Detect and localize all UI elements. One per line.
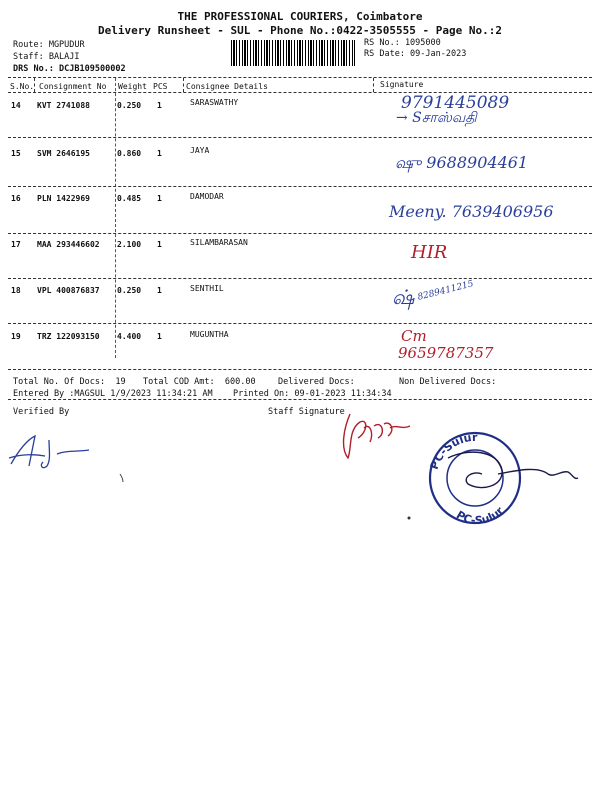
row-consignment: VPL 400876837	[37, 286, 100, 295]
col-consignee: Consignee Details	[186, 82, 268, 91]
divider	[8, 369, 592, 370]
divider	[8, 323, 592, 324]
row-pcs: 1	[157, 332, 162, 341]
row-pcs: 1	[157, 286, 162, 295]
row-signature: 9791445089	[401, 93, 510, 113]
row-weight: 2.100	[117, 240, 142, 249]
row-sno: 18	[11, 286, 21, 295]
row-weight: 0.485	[117, 194, 142, 203]
drs-number: DRS No.: DCJB109500002	[13, 64, 126, 74]
row-signature-name: Cm	[401, 327, 427, 345]
divider	[8, 278, 592, 279]
printed-on: Printed On: 09-01-2023 11:34:34	[233, 389, 392, 399]
row-consignee: DAMODAR	[190, 192, 224, 201]
stamp-signature	[438, 440, 588, 500]
divider	[8, 233, 592, 234]
row-consignment: PLN 1422969	[37, 194, 90, 203]
row-signature: ஷு 9688904461	[395, 153, 529, 172]
row-signature-name: → Sசாஸ்வதி	[396, 110, 477, 126]
col-signature: Signature	[380, 80, 424, 89]
row-pcs: 1	[157, 240, 162, 249]
col-consignment: Consignment No	[39, 82, 107, 91]
staff-signature	[330, 408, 415, 468]
row-sno: 19	[11, 332, 21, 341]
row-signature: 8289411215	[416, 279, 475, 303]
row-sno: 16	[11, 194, 21, 203]
col-pcs: PCS	[153, 82, 168, 91]
row-consignee: SILAMBARASAN	[190, 238, 248, 247]
row-consignee: MUGUNTHA	[190, 330, 229, 339]
divider	[373, 78, 374, 92]
divider	[8, 77, 592, 78]
row-consignment: TRZ 122093150	[37, 332, 100, 341]
entered-by: Entered By :MAGSUL 1/9/2023 11:34:21 AM	[13, 389, 213, 399]
row-weight: 4.400	[117, 332, 142, 341]
divider	[115, 78, 116, 358]
divider	[34, 78, 35, 92]
divider	[8, 137, 592, 138]
row-consignee: SARASWATHY	[190, 98, 239, 107]
row-weight: 0.860	[117, 149, 142, 158]
staff-signature-label: Staff Signature	[268, 407, 345, 417]
total-docs: Total No. Of Docs: 19	[13, 377, 126, 387]
stamp-text-top: PC-Sulur	[427, 430, 478, 472]
row-pcs: 1	[157, 194, 162, 203]
rs-date: RS Date: 09-Jan-2023	[364, 49, 467, 59]
row-consignment: MAA 293446602	[37, 240, 100, 249]
row-consignee: SENTHIL	[190, 284, 224, 293]
row-sno: 14	[11, 101, 21, 110]
col-sno: S.No.	[10, 82, 35, 91]
route-label: Route: MGPUDUR	[13, 40, 85, 50]
non-delivered-docs: Non Delivered Docs:	[399, 377, 497, 387]
barcode	[231, 40, 355, 66]
row-sno: 17	[11, 240, 21, 249]
row-pcs: 1	[157, 101, 162, 110]
delivered-docs: Delivered Docs:	[278, 377, 355, 387]
row-weight: 0.250	[117, 101, 142, 110]
total-cod: Total COD Amt: 600.00	[143, 377, 256, 387]
row-signature: 9659787357	[398, 344, 494, 362]
row-pcs: 1	[157, 149, 162, 158]
report-title: THE PROFESSIONAL COURIERS, Coimbatore	[177, 10, 423, 23]
divider	[8, 399, 592, 400]
col-weight: Weight	[118, 82, 147, 91]
row-consignment: KVT 2741088	[37, 101, 90, 110]
stamp-text-bottom: PC-Sulur	[453, 504, 507, 528]
signature-scribble: ஷ்	[392, 285, 415, 309]
staff-label: Staff: BALAJI	[13, 52, 80, 62]
row-signature: HIR	[411, 242, 448, 263]
row-consignment: SVM 2646195	[37, 149, 90, 158]
row-sno: 15	[11, 149, 21, 158]
rs-number: RS No.: 1095000	[364, 38, 441, 48]
divider	[183, 78, 184, 92]
verified-by-label: Verified By	[13, 407, 70, 417]
divider	[8, 186, 592, 187]
row-weight: 0.250	[117, 286, 142, 295]
verifier-signature	[5, 428, 100, 473]
row-signature: Meeny. 7639406956	[389, 202, 554, 221]
ink-mark	[405, 514, 413, 522]
report-subtitle: Delivery Runsheet - SUL - Phone No.:0422-3505555 - Page No.:2	[98, 24, 502, 37]
row-consignee: JAYA	[190, 146, 210, 155]
ink-mark	[118, 472, 128, 484]
